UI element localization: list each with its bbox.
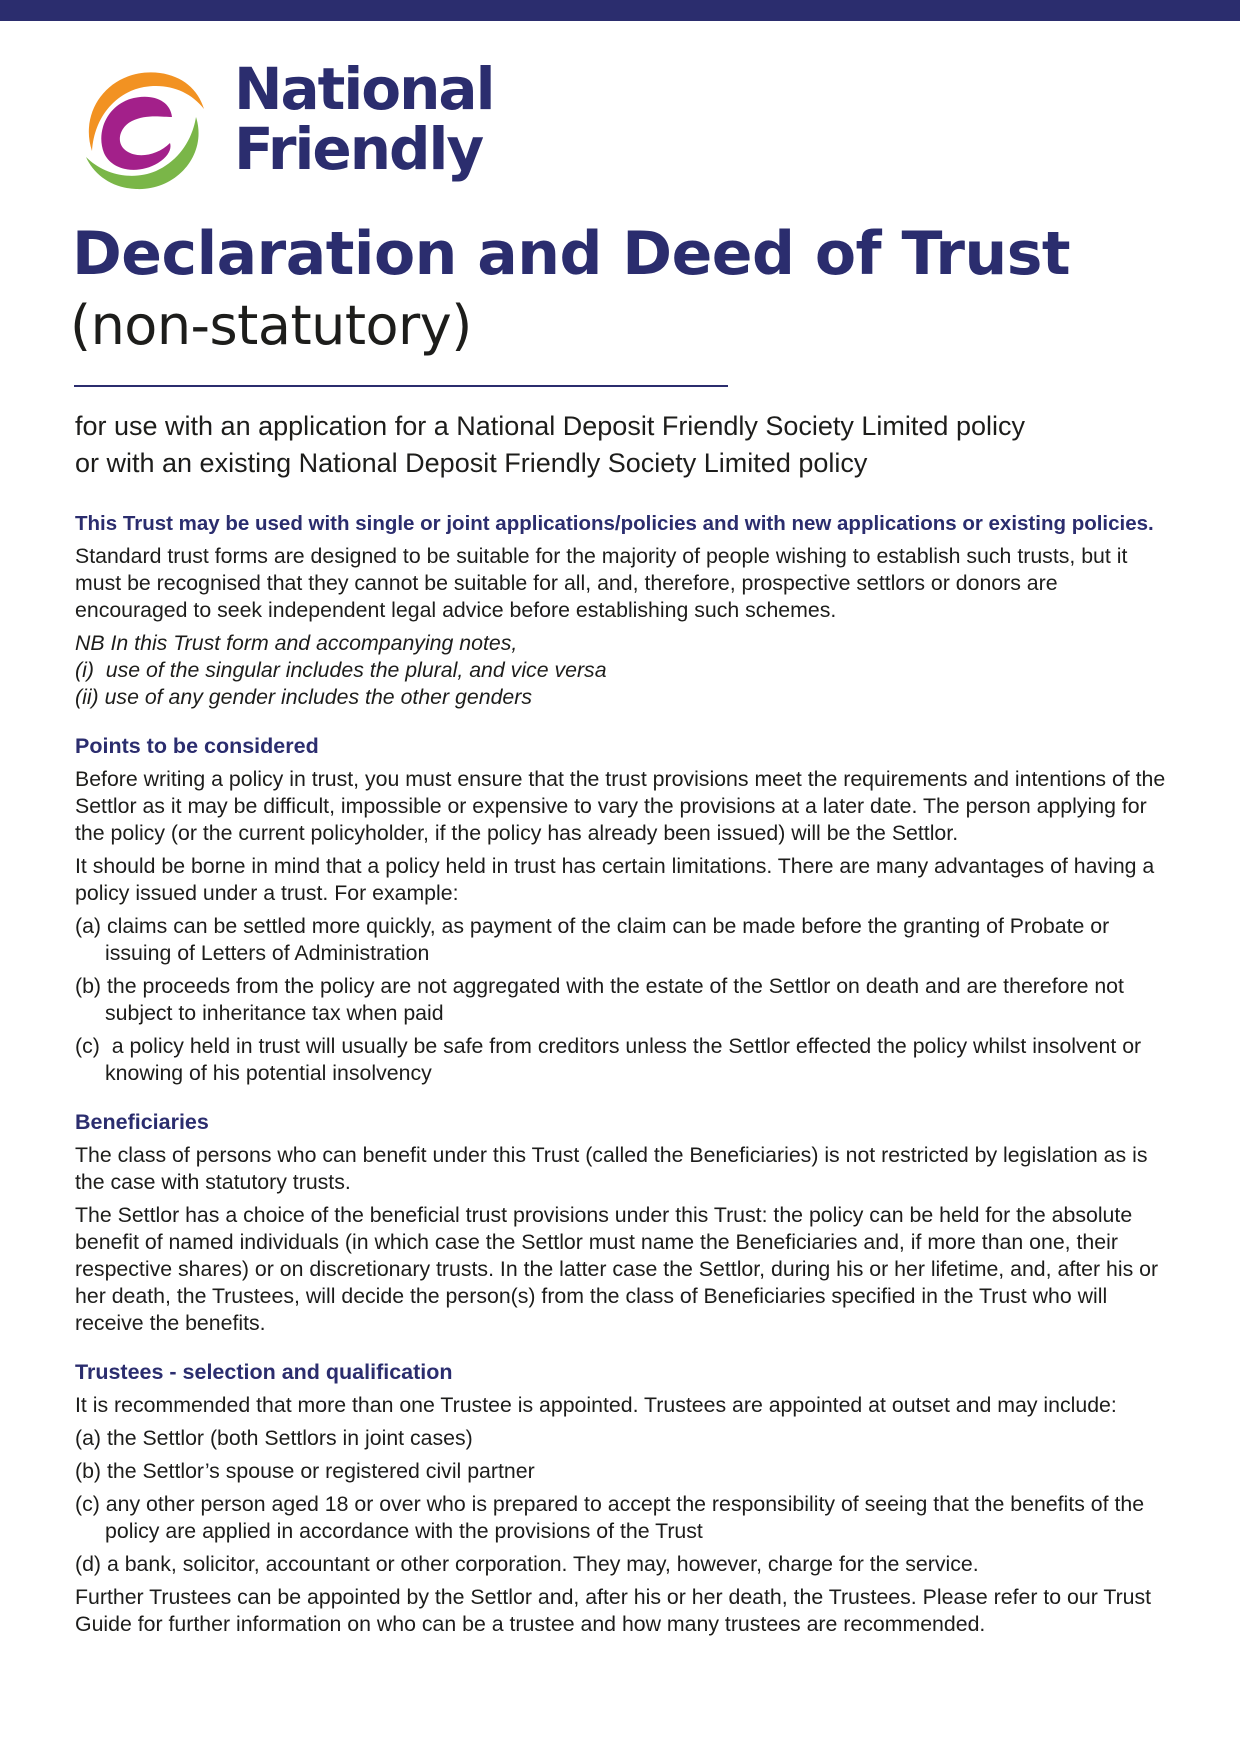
list-item-label: (c) <box>75 1034 100 1058</box>
beneficiaries-heading: Beneficiaries <box>75 1110 209 1134</box>
points-list-item <box>75 973 1175 1027</box>
list-item-label: (a) <box>75 914 102 938</box>
document-title: Declaration and Deed of Trust <box>72 219 1071 289</box>
list-item-text: any other person aged 18 or over who is prepared to accept the responsibility of seeing that the benefits of the policy are applied in accordance with the provisions of the Trust <box>105 1492 1145 1543</box>
beneficiaries-paragraph-2: The Settlor has a choice of the beneficial trust provisions under this Trust: the policy can be held for the absolute benefit of named individuals (in which case the Settlor must name the Beneficiaries and, if more than one, their respective shares) or on discretionary trusts. In the latter case the Settlor, during his or her lifetime, and, after his or her death, the Trustees, will decide the person(s) from the class of Beneficiaries specified in the Trust who will receive the benefits. <box>75 1203 1159 1335</box>
trustees-list-item <box>75 1491 1175 1545</box>
points-list-item <box>75 913 1175 967</box>
beneficiaries-paragraph-1: The class of persons who can benefit under this Trust (called the Beneficiaries) is not restricted by legislation as is the case with statutory trusts. <box>75 1143 1148 1194</box>
standard-forms-paragraph: Standard trust forms are designed to be suitable for the majority of people wishing to establish such trusts, but it must be recognised that they cannot be suitable for all, and, therefore, prospective settlors or donors are encouraged to seek independent legal advice before establishing such schemes. <box>75 544 1128 622</box>
logo-line-national: National <box>234 55 494 123</box>
trustees-paragraph-1: It is recommended that more than one Trustee is appointed. Trustees are appointed at outset and may include: <box>75 1393 1117 1417</box>
list-item-label: (b) <box>75 974 102 998</box>
points-heading: Points to be considered <box>75 734 319 758</box>
list-item-text: the proceeds from the policy are not aggregated with the estate of the Settlor on death and are therefore not subject to inheritance tax when paid <box>105 974 1124 1025</box>
logo-line-friendly: Friendly <box>234 115 483 183</box>
list-item-text: the Settlor (both Settlors in joint cases) <box>106 1426 473 1450</box>
list-item-text: the Settlor’s spouse or registered civil partner <box>106 1459 535 1483</box>
document-subtitle: (non-statutory) <box>70 294 472 357</box>
list-item-label: (c) <box>75 1492 100 1516</box>
nb-item <box>75 657 1175 684</box>
intro-line-1: for use with an application for a National Deposit Friendly Society Limited policy <box>75 411 1025 441</box>
nb-line: NB In this Trust form and accompanying notes, <box>75 631 518 655</box>
logo-wordmark <box>234 55 494 183</box>
nb-item <box>75 684 1175 711</box>
trustees-list-item <box>75 1425 1175 1452</box>
points-list-item <box>75 1033 1175 1087</box>
list-item-label: (b) <box>75 1459 102 1483</box>
list-item-text: a bank, solicitor, accountant or other corporation. They may, however, charge for the service. <box>106 1552 979 1576</box>
list-item-text: claims can be settled more quickly, as payment of the claim can be made before the granting of Probate or issuing of Letters of Administration <box>105 914 1110 965</box>
trustees-heading: Trustees - selection and qualification <box>75 1360 453 1384</box>
intro-line-2: or with an existing National Deposit Friendly Society Limited policy <box>75 448 868 478</box>
list-item-label: (a) <box>75 1426 102 1450</box>
list-item-label: (d) <box>75 1552 102 1576</box>
nb-item-text: use of any gender includes the other genders <box>104 685 532 709</box>
intro-text <box>75 408 1185 482</box>
nb-item-label: (i) <box>75 658 94 682</box>
trustees-list-item <box>75 1551 1175 1578</box>
list-item-text: a policy held in trust will usually be safe from creditors unless the Settlor effected the policy whilst insolvent or knowing of his potential insolvency <box>105 1034 1142 1085</box>
national-friendly-logo <box>72 55 492 195</box>
document-body <box>75 510 1175 1638</box>
nb-item-label: (ii) <box>75 685 99 709</box>
trustees-list-item <box>75 1458 1175 1485</box>
swirl-logo-icon <box>72 59 212 199</box>
top-color-bar <box>0 0 1240 21</box>
trustees-paragraph-2: Further Trustees can be appointed by the Settlor and, after his or her death, the Trustees. Please refer to our Trust Guide for further information on who can be a trustee and how many trustees are recommended. <box>75 1585 1152 1636</box>
lead-statement: This Trust may be used with single or joint applications/policies and with new applications or existing policies. <box>75 512 1154 535</box>
points-paragraph-1: Before writing a policy in trust, you must ensure that the trust provisions meet the requirements and intentions of the Settlor as it may be difficult, impossible or expensive to vary the provisions at a later date. The person applying for the policy (or the current policyholder, if the policy has already been issued) will be the Settlor. <box>75 767 1166 845</box>
title-divider <box>74 385 728 387</box>
points-paragraph-2: It should be borne in mind that a policy held in trust has certain limitations. There are many advantages of having a policy issued under a trust. For example: <box>75 854 1155 905</box>
nb-item-text: use of the singular includes the plural, and vice versa <box>105 658 607 682</box>
